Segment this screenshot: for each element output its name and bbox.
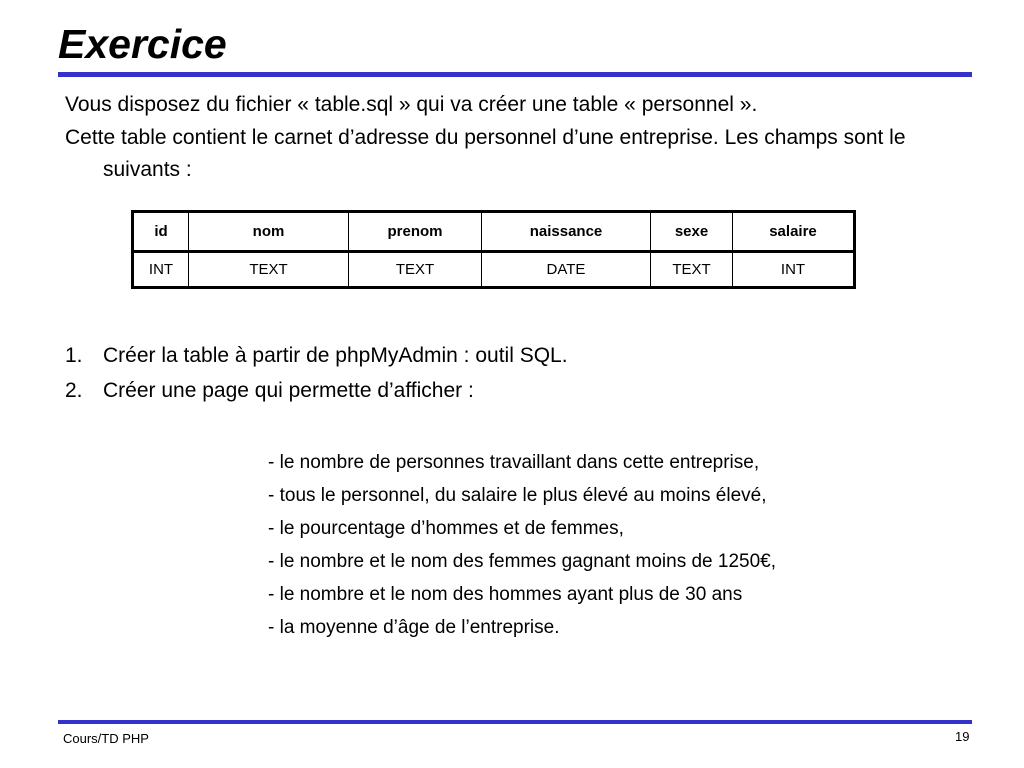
footer-course: Cours/TD PHP [63,731,149,746]
fields-table [131,210,856,289]
header-cell-id: id [133,212,189,252]
type-cell-prenom: TEXT [349,252,482,288]
title-divider [58,72,972,77]
intro-text: Vous disposez du fichier « table.sql » qui va créer une table « personnel ». [65,93,758,116]
step-number: 2. [65,379,83,402]
display-requirements-list [268,446,776,644]
list-item: - tous le personnel, du salaire le plus élevé au moins élevé, [268,485,767,506]
list-item: - la moyenne d’âge de l’entreprise. [268,617,560,638]
step-text: Créer une page qui permette d’afficher : [103,379,474,402]
table-header-row [133,212,855,252]
description-text: Cette table contient le carnet d’adresse du personnel d’une entreprise. Les champs sont le suivants : [65,126,906,181]
step-text: Créer la table à partir de phpMyAdmin : outil SQL. [103,344,568,367]
header-cell-sexe: sexe [651,212,733,252]
steps-list [65,338,568,408]
type-cell-sexe: TEXT [651,252,733,288]
header-cell-nom: nom [189,212,349,252]
header-cell-salaire: salaire [733,212,855,252]
page-number: 19 [955,729,970,744]
type-cell-naissance: DATE [482,252,651,288]
list-item: - le nombre de personnes travaillant dans cette entreprise, [268,452,760,473]
list-item: - le pourcentage d’hommes et de femmes, [268,518,624,539]
list-item [65,373,568,408]
type-cell-salaire: INT [733,252,855,288]
type-cell-id: INT [133,252,189,288]
type-cell-nom: TEXT [189,252,349,288]
list-item [65,338,568,373]
list-item: - le nombre et le nom des femmes gagnant moins de 1250€, [268,551,777,572]
step-number: 1. [65,344,83,367]
list-item: - le nombre et le nom des hommes ayant plus de 30 ans [268,584,743,605]
slide-title: Exercice [58,21,227,67]
header-cell-prenom: prenom [349,212,482,252]
table-row [133,252,855,288]
footer-divider [58,720,972,724]
header-cell-naissance: naissance [482,212,651,252]
